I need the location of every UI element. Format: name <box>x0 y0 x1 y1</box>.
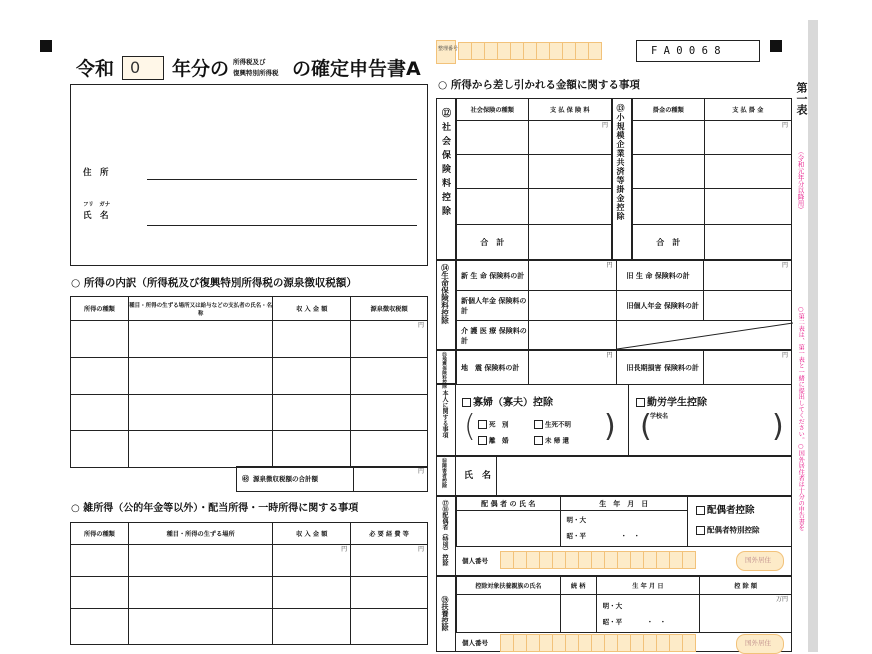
misc-col-type: 所得の種類 <box>71 523 129 545</box>
life-insurance-table <box>456 260 792 351</box>
yen-mark: 万円 <box>775 596 788 603</box>
name-line[interactable] <box>147 225 417 226</box>
opt-checkbox[interactable] <box>534 436 543 445</box>
top-cell-label <box>436 40 459 64</box>
widow-label: 寡婦（寡夫）控除 <box>473 397 553 409</box>
dep-amount-cell[interactable] <box>700 595 792 633</box>
table-row <box>71 431 428 468</box>
sb-total-label: 合 計 <box>633 225 705 261</box>
misc-cell[interactable] <box>71 577 129 609</box>
income-cell[interactable] <box>128 431 273 468</box>
widow-option[interactable] <box>462 398 553 409</box>
si-total-label: 合 計 <box>457 225 529 261</box>
widow-opt-3[interactable] <box>478 436 509 445</box>
widow-paren-left: ( <box>464 409 476 444</box>
personal-label: 本人に関する事項 <box>441 390 448 438</box>
spouse-era-b: 昭・平 <box>566 532 587 540</box>
misc-cell[interactable] <box>128 545 273 577</box>
disability-name-label: 氏 名 <box>464 471 492 481</box>
table-row <box>71 545 428 577</box>
top-cells-label: 整理番号 <box>438 46 459 52</box>
widow-opt-2[interactable] <box>534 420 571 429</box>
title-small-bottom: 復興特別所得税 <box>233 69 279 77</box>
life-insurance-label: ⑭生命保険料控除 <box>440 264 450 324</box>
dep-id-label: 個人番号 <box>462 639 488 647</box>
dep-dots: ・ ・ <box>646 618 667 626</box>
withholding-total-num: ㊽ <box>242 475 249 483</box>
disability-divider <box>496 456 497 496</box>
table-row <box>71 577 428 609</box>
table-row <box>457 595 792 633</box>
life-cell[interactable] <box>528 321 616 351</box>
spouse-abroad-label: 国外居住 <box>745 556 771 564</box>
income-cell[interactable] <box>273 321 351 358</box>
income-table <box>70 296 428 468</box>
address-name-box <box>70 84 428 266</box>
si-col-type: 社会保険の種類 <box>457 99 529 121</box>
income-col-type: 所得の種類 <box>71 297 129 321</box>
income-col-withholding: 源泉徴収税額 <box>351 297 428 321</box>
personal-divider <box>628 384 629 456</box>
si-cell[interactable] <box>457 155 529 189</box>
spouse-col-birth: 生 年 月 日 <box>560 497 687 511</box>
dep-col-birth: 生 年 月 日 <box>596 577 700 595</box>
income-cell[interactable] <box>273 394 351 431</box>
form-code: F A 0 0 6 8 <box>651 45 721 57</box>
opt-label: 生死不明 <box>545 420 571 429</box>
side-note1: （令和元年分以降用） <box>796 148 805 213</box>
dep-col-relation: 続 柄 <box>560 577 596 595</box>
widow-checkbox[interactable] <box>462 398 471 407</box>
income-cell[interactable] <box>273 358 351 395</box>
misc-cell[interactable] <box>351 545 428 577</box>
yen-mark: 円 <box>781 352 788 359</box>
yen-mark: 円 <box>601 122 608 129</box>
sb-cell[interactable] <box>633 155 705 189</box>
social-insurance-table <box>456 98 612 261</box>
spouse-name-cell[interactable] <box>457 511 561 547</box>
student-label: 勤労学生控除 <box>647 397 707 409</box>
widow-opt-4[interactable] <box>534 436 569 445</box>
income-cell[interactable] <box>128 358 273 395</box>
yen-mark: 円 <box>417 468 424 475</box>
si-cell[interactable] <box>528 189 611 225</box>
misc-col-expense: 必 要 経 費 等 <box>351 523 428 545</box>
withholding-total-box[interactable] <box>236 466 428 492</box>
dep-era-a: 明・大 <box>602 602 623 610</box>
sb-total-cell[interactable] <box>704 225 791 261</box>
sb-cell[interactable] <box>704 155 791 189</box>
address-label: 住 所 <box>83 168 109 178</box>
social-insurance-label: ⑫社会保険料控除 <box>440 108 450 220</box>
school-paren-right: ) <box>772 409 784 444</box>
deduction-section-heading: ○ 所得から差し引かれる金額に関する事項 <box>438 79 640 91</box>
income-cell[interactable] <box>351 321 428 358</box>
school-label: 学校名 <box>650 413 669 420</box>
income-cell[interactable] <box>128 394 273 431</box>
widow-opt-1[interactable] <box>478 420 509 429</box>
life-row-pension-new: 新個人年金 保険料の計 <box>457 291 529 321</box>
misc-col-amount: 収 入 金 額 <box>273 523 351 545</box>
income-cell[interactable] <box>351 394 428 431</box>
total-divider <box>353 467 354 491</box>
sb-cell[interactable] <box>633 189 705 225</box>
misc-cell[interactable] <box>351 609 428 645</box>
misc-cell[interactable] <box>273 545 351 577</box>
year-value: 0 <box>130 58 141 77</box>
student-option[interactable] <box>636 398 707 409</box>
sb-cell[interactable] <box>704 121 791 155</box>
spouse-birth-cell[interactable] <box>560 511 687 547</box>
earthquake-left-label: 地 震 保険料の計 <box>457 351 529 385</box>
dep-era-b: 昭・平 <box>602 618 623 626</box>
spouse-table <box>456 496 688 547</box>
dependents-table <box>456 576 792 633</box>
dep-relation-cell[interactable] <box>560 595 596 633</box>
si-col-paid: 支 払 保 険 料 <box>528 99 611 121</box>
school-paren-left: ( <box>640 409 652 444</box>
yen-mark: 円 <box>417 546 424 553</box>
table-row <box>71 394 428 431</box>
opt-checkbox[interactable] <box>534 420 543 429</box>
income-cell[interactable] <box>273 431 351 468</box>
spouse-opt1-checkbox[interactable] <box>696 506 705 515</box>
misc-cell[interactable] <box>273 609 351 645</box>
title-small-top: 所得税及び <box>233 58 266 66</box>
dep-abroad-label: 国外居住 <box>745 639 771 647</box>
title-main: の確定申告書A <box>292 58 421 80</box>
si-cell[interactable] <box>457 121 529 155</box>
misc-col-place: 種目・所得の生ずる場所 <box>128 523 273 545</box>
side-title: 第一表 <box>795 82 808 115</box>
life-row-old: 旧 生 命 保険料の計 <box>616 261 704 291</box>
spouse-dots: ・ ・ <box>620 532 641 540</box>
student-checkbox[interactable] <box>636 398 645 407</box>
earthquake-right-label: 旧長期損害 保険料の計 <box>616 351 704 385</box>
life-cell[interactable] <box>704 261 792 291</box>
dep-col-name: 控除対象扶養親族の氏名 <box>457 577 561 595</box>
era-label: 令和 <box>76 58 115 80</box>
income-col-amount: 収 入 金 額 <box>273 297 351 321</box>
spouse-opt1-label: 配偶者控除 <box>707 505 755 516</box>
life-row-pension-old: 旧個人年金 保険料の計 <box>616 291 704 321</box>
reference-number-cells[interactable] <box>458 42 601 60</box>
yen-mark: 円 <box>781 262 788 269</box>
income-cell[interactable] <box>71 358 129 395</box>
widow-paren-right: ) <box>604 409 616 444</box>
opt-label: 死 別 <box>489 420 509 429</box>
misc-cell[interactable] <box>71 545 129 577</box>
life-empty-slash <box>616 321 792 351</box>
opt-checkbox[interactable] <box>478 420 487 429</box>
misc-cell[interactable] <box>71 609 129 645</box>
earthquake-table <box>456 350 792 385</box>
opt-label: 未 帰 還 <box>545 436 570 445</box>
title-suffix: 年分の <box>172 58 230 80</box>
small-business-label: ⑬小規模企業共済等掛金控除 <box>616 104 625 221</box>
name-furigana-label: フリ ガナ <box>83 202 111 208</box>
name-label: 氏 名 <box>83 211 109 221</box>
income-cell[interactable] <box>71 321 129 358</box>
small-business-table <box>632 98 792 261</box>
dep-col-amount: 控 除 額 <box>700 577 792 595</box>
si-cell[interactable] <box>457 189 529 225</box>
si-cell[interactable] <box>528 155 611 189</box>
misc-table <box>70 522 428 645</box>
income-col-payer: 種目・所得の生ずる場所又は給与などの支払者の氏名・名称 <box>128 297 273 321</box>
dependents-label: ⑲扶養控除 <box>441 596 449 631</box>
earthquake-cell[interactable] <box>528 351 616 385</box>
misc-section-heading: ○ 雑所得（公的年金等以外）・配当所得・一時所得に関する事項 <box>71 503 359 514</box>
form-code-box <box>636 40 760 62</box>
income-cell[interactable] <box>351 358 428 395</box>
earthquake-cell[interactable] <box>704 351 792 385</box>
side-note2: ○第二表は、第一表と一緒に提出してください。○国外居住者は十分の申告書を <box>797 306 805 531</box>
opt-checkbox[interactable] <box>478 436 487 445</box>
yen-mark: 円 <box>341 546 348 553</box>
life-cell[interactable] <box>528 291 616 321</box>
spouse-col-name: 配 偶 者 の 氏 名 <box>457 497 561 511</box>
spouse-opt1[interactable] <box>696 506 755 516</box>
year-field[interactable] <box>122 56 164 80</box>
address-line[interactable] <box>147 179 417 180</box>
side-strip-gray <box>808 20 818 652</box>
yen-mark: 円 <box>781 122 788 129</box>
misc-cell[interactable] <box>351 577 428 609</box>
dep-birth-cell[interactable] <box>596 595 700 633</box>
sb-cell[interactable] <box>633 121 705 155</box>
withholding-total-label: 源泉徴収税額の合計額 <box>253 475 318 483</box>
spouse-id-cells[interactable] <box>500 551 695 569</box>
spouse-abroad-oval[interactable] <box>736 551 784 571</box>
yen-mark: 円 <box>606 262 613 269</box>
table-row <box>71 321 428 358</box>
misc-cell[interactable] <box>128 577 273 609</box>
income-cell[interactable] <box>71 394 129 431</box>
si-cell[interactable] <box>528 121 611 155</box>
opt-label: 離 婚 <box>489 436 509 445</box>
dep-name-cell[interactable] <box>457 595 561 633</box>
life-row-medical: 介 護 医 療 保険料の計 <box>457 321 529 351</box>
dep-abroad-oval[interactable] <box>736 634 784 654</box>
misc-cell[interactable] <box>128 609 273 645</box>
spouse-opt2-checkbox[interactable] <box>696 526 705 535</box>
spouse-id-label: 個人番号 <box>462 557 488 565</box>
dep-id-cells[interactable] <box>500 634 695 652</box>
sb-col-paid: 支 払 掛 金 <box>704 99 791 121</box>
yen-mark: 円 <box>606 352 613 359</box>
spouse-opt2-label: 配偶者特別控除 <box>707 525 760 535</box>
earthquake-label: ⑮地震保険料控除 <box>441 352 447 389</box>
life-cell[interactable] <box>704 291 792 321</box>
table-row <box>71 358 428 395</box>
slash-mark <box>617 321 793 351</box>
income-cell[interactable] <box>351 431 428 468</box>
spouse-era-a: 明・大 <box>566 516 587 524</box>
spouse-sep <box>456 546 792 547</box>
income-cell[interactable] <box>128 321 273 358</box>
yen-mark: 円 <box>417 322 424 330</box>
registration-mark-left <box>40 40 52 52</box>
income-cell[interactable] <box>71 431 129 468</box>
sb-cell[interactable] <box>704 189 791 225</box>
registration-mark-right <box>770 40 782 52</box>
sb-col-type: 掛金の種類 <box>633 99 705 121</box>
table-row <box>71 609 428 645</box>
spouse-label: ⑰⑱配偶者（特別）控除 <box>441 500 448 566</box>
spouse-opt2[interactable] <box>696 526 760 535</box>
si-total-cell[interactable] <box>528 225 611 261</box>
disability-label: ⑯障害者控除 <box>441 458 447 488</box>
misc-cell[interactable] <box>273 577 351 609</box>
income-section-heading: ○ 所得の内訳（所得税及び復興特別所得税の源泉徴収税額） <box>71 277 357 289</box>
life-row-new: 新 生 命 保険料の計 <box>457 261 529 291</box>
life-cell[interactable] <box>528 261 616 291</box>
